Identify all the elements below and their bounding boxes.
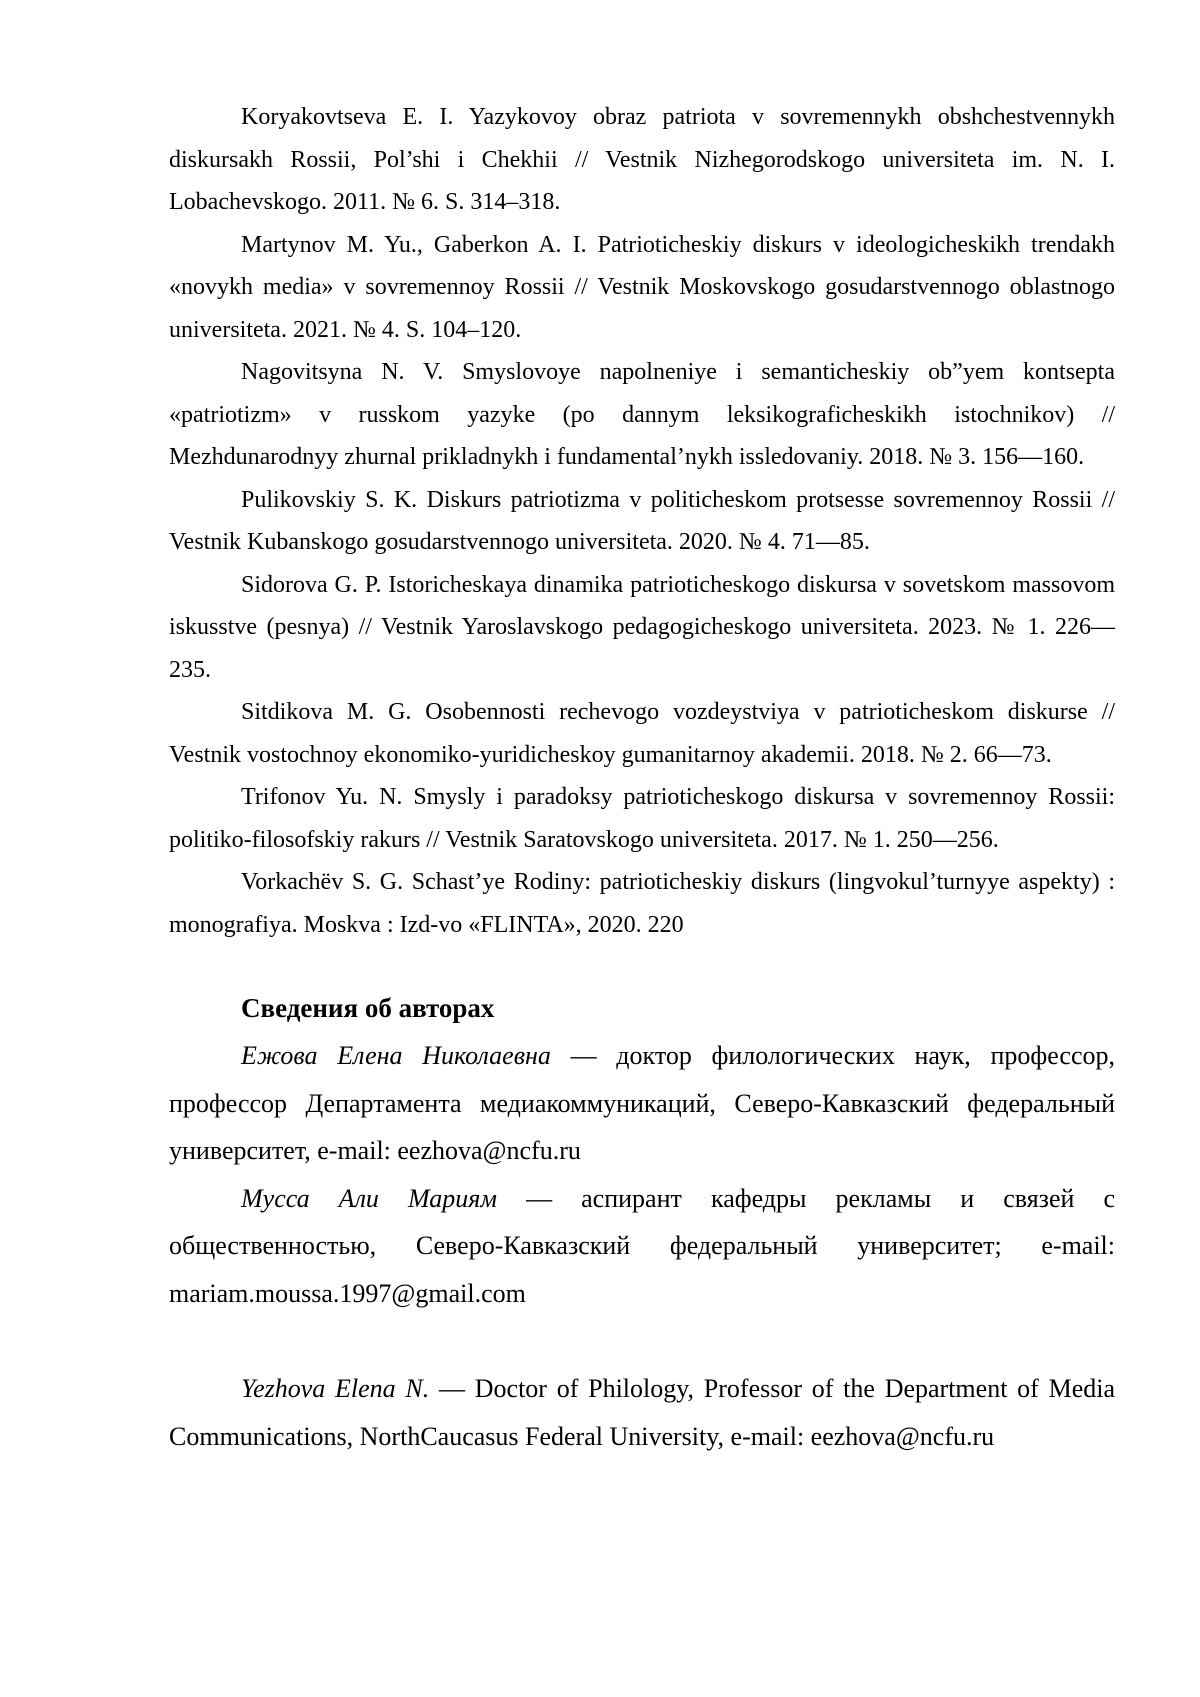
page-content xyxy=(169,96,1115,1460)
references-section xyxy=(169,96,1115,946)
reference-entry: Pulikovskiy S. K. Diskurs patriotizma v politicheskom protsesse sovremennoy Rossii // Vestnik Kubanskogo gosudarstvennogo universiteta. 2020. № 4. 71—85. xyxy=(169,486,1115,555)
author-name: Yezhova Elena N. xyxy=(241,1374,430,1403)
authors-info-en-section xyxy=(169,1365,1115,1460)
author-info-en xyxy=(169,1365,1115,1460)
author-details: — доктор филологических наук, профессор, профессор Департамента медиакоммуникаций, Северо-Кавказский федеральный университет, e-mail: eezhova@ncfu.ru xyxy=(169,1041,1116,1165)
reference-entry: Vorkachëv S. G. Schast’ye Rodiny: patrioticheskiy diskurs (lingvokul’turnyye aspekty) : monografiya. Moskva : Izd-vo «FLINTA», 2020. 220 xyxy=(169,869,1115,938)
authors-info-ru-section xyxy=(169,1032,1115,1317)
reference-entry: Sidorova G. P. Istoricheskaya dinamika patrioticheskogo diskursa v sovetskom massovom iskusstve (pesnya) // Vestnik Yaroslavskogo pedagogicheskogo universiteta. 2023. № 1. 226—235. xyxy=(169,571,1115,683)
author-info-ru xyxy=(169,1175,1115,1318)
author-details: — Doctor of Philology, Professor of the Department of Media Communications, NorthCaucasus Federal University, e-mail: eezhova@ncfu.ru xyxy=(169,1374,1115,1451)
author-details: — аспирант кафедры рекламы и связей с общественностью, Северо-Кавказский федеральный университет; e-mail: mariam.moussa.1997@gmail.com xyxy=(169,1183,1116,1308)
author-info-ru xyxy=(169,1032,1115,1175)
author-name: Ежова Елена Николаевна xyxy=(241,1041,551,1070)
authors-heading: Сведения об авторах xyxy=(241,993,495,1023)
author-name: Мусса Али Мариям xyxy=(241,1183,497,1213)
reference-entry: Koryakovtseva E. I. Yazykovoy obraz patriota v sovremennykh obshchestvennykh diskursakh Rossii, Pol’shi i Chekhii // Vestnik Nizhegorodskogo universiteta im. N. I. Lobachevskogo. 2011. № 6. S. 314–318. xyxy=(169,104,1115,215)
reference-entry: Trifonov Yu. N. Smysly i paradoksy patrioticheskogo diskursa v sovremennoy Rossii: politiko-filosofskiy rakurs // Vestnik Saratovskogo universiteta. 2017. № 1. 250—256. xyxy=(169,784,1115,853)
reference-entry: Sitdikova M. G. Osobennosti rechevogo vozdeystviya v patrioticheskom diskurse // Vestnik vostochnoy ekonomiko-yuridicheskoy gumanitarnoy akademii. 2018. № 2. 66—73. xyxy=(169,699,1115,768)
reference-entry: Martynov M. Yu., Gaberkon A. I. Patrioticheskiy diskurs v ideologicheskikh trendakh «novykh media» v sovremennoy Rossii // Vestnik Moskovskogo gosudarstvennogo oblastnogo universiteta. 2021. № 4. S. 104–120. xyxy=(169,231,1115,343)
reference-entry: Nagovitsyna N. V. Smyslovoye napolneniye i semanticheskiy ob”yem kontsepta «patriotizm» v russkom yazyke (po dannym leksikograficheskikh istochnikov) // Mezhdunarodnyy zhurnal prikladnykh i fundamental’nykh issledovaniy. 2018. № 3. 156—160. xyxy=(169,359,1115,470)
